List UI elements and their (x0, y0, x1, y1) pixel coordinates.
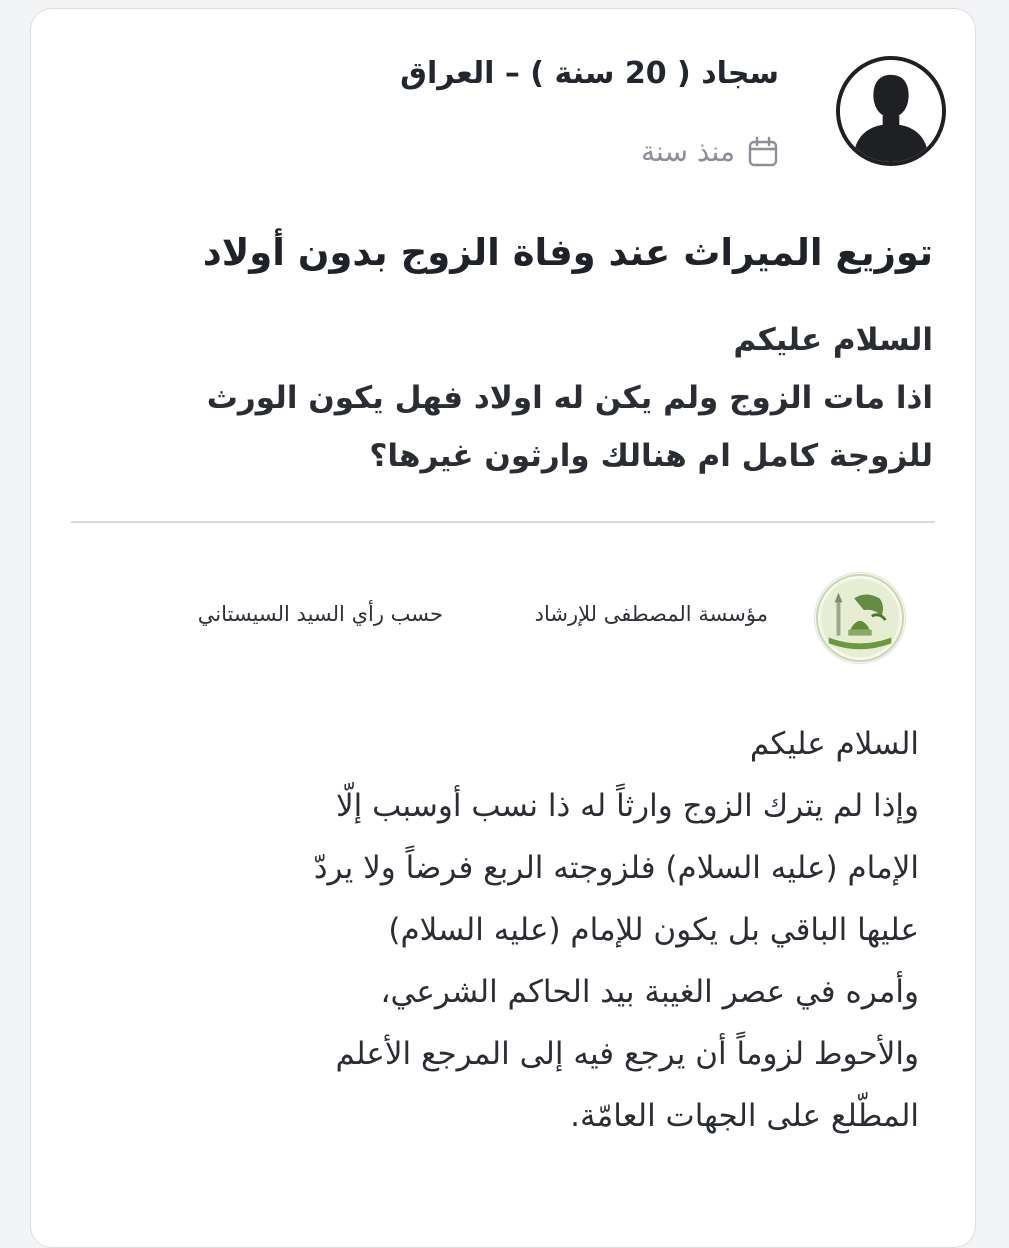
question-card (30, 8, 976, 1248)
calendar-icon (747, 136, 779, 168)
answer-body: السلام عليكم وإذا لم يترك الزوج وارثاً له ذا نسب أوسبب إلّا الإمام (عليه السلام) فلزوجته الربع فرضاً ولا يردّ عليها الباقي بل يكون للإمام (عليه السلام) وأمره في عصر الغيبة بيد الحاكم الشرعي، والأحوط لزوماً أن يرجع فيه إلى المرجع الأعلم المطّلع على الجهات العامّة. (313, 726, 919, 1134)
question-body: السلام عليكم اذا مات الزوج ولم يكن له اولاد فهل يكون الورث للزوجة كامل ام هنالك وارثون غيرها؟ (206, 322, 933, 474)
question-title: توزيع الميراث عند وفاة الزوج بدون أولاد (202, 231, 933, 274)
divider (71, 521, 935, 523)
asker-avatar (836, 56, 946, 166)
question-meta (641, 135, 779, 168)
time-ago: منذ سنة (641, 135, 735, 168)
answer-reference: حسب رأي السيد السيستاني (197, 602, 443, 626)
asker-name: سجاد ( 20 سنة ) – العراق (400, 56, 779, 91)
answer-organization[interactable]: مؤسسة المصطفى للإرشاد (534, 602, 768, 626)
mosque-logo-icon (814, 572, 906, 664)
user-silhouette-icon (840, 60, 942, 162)
